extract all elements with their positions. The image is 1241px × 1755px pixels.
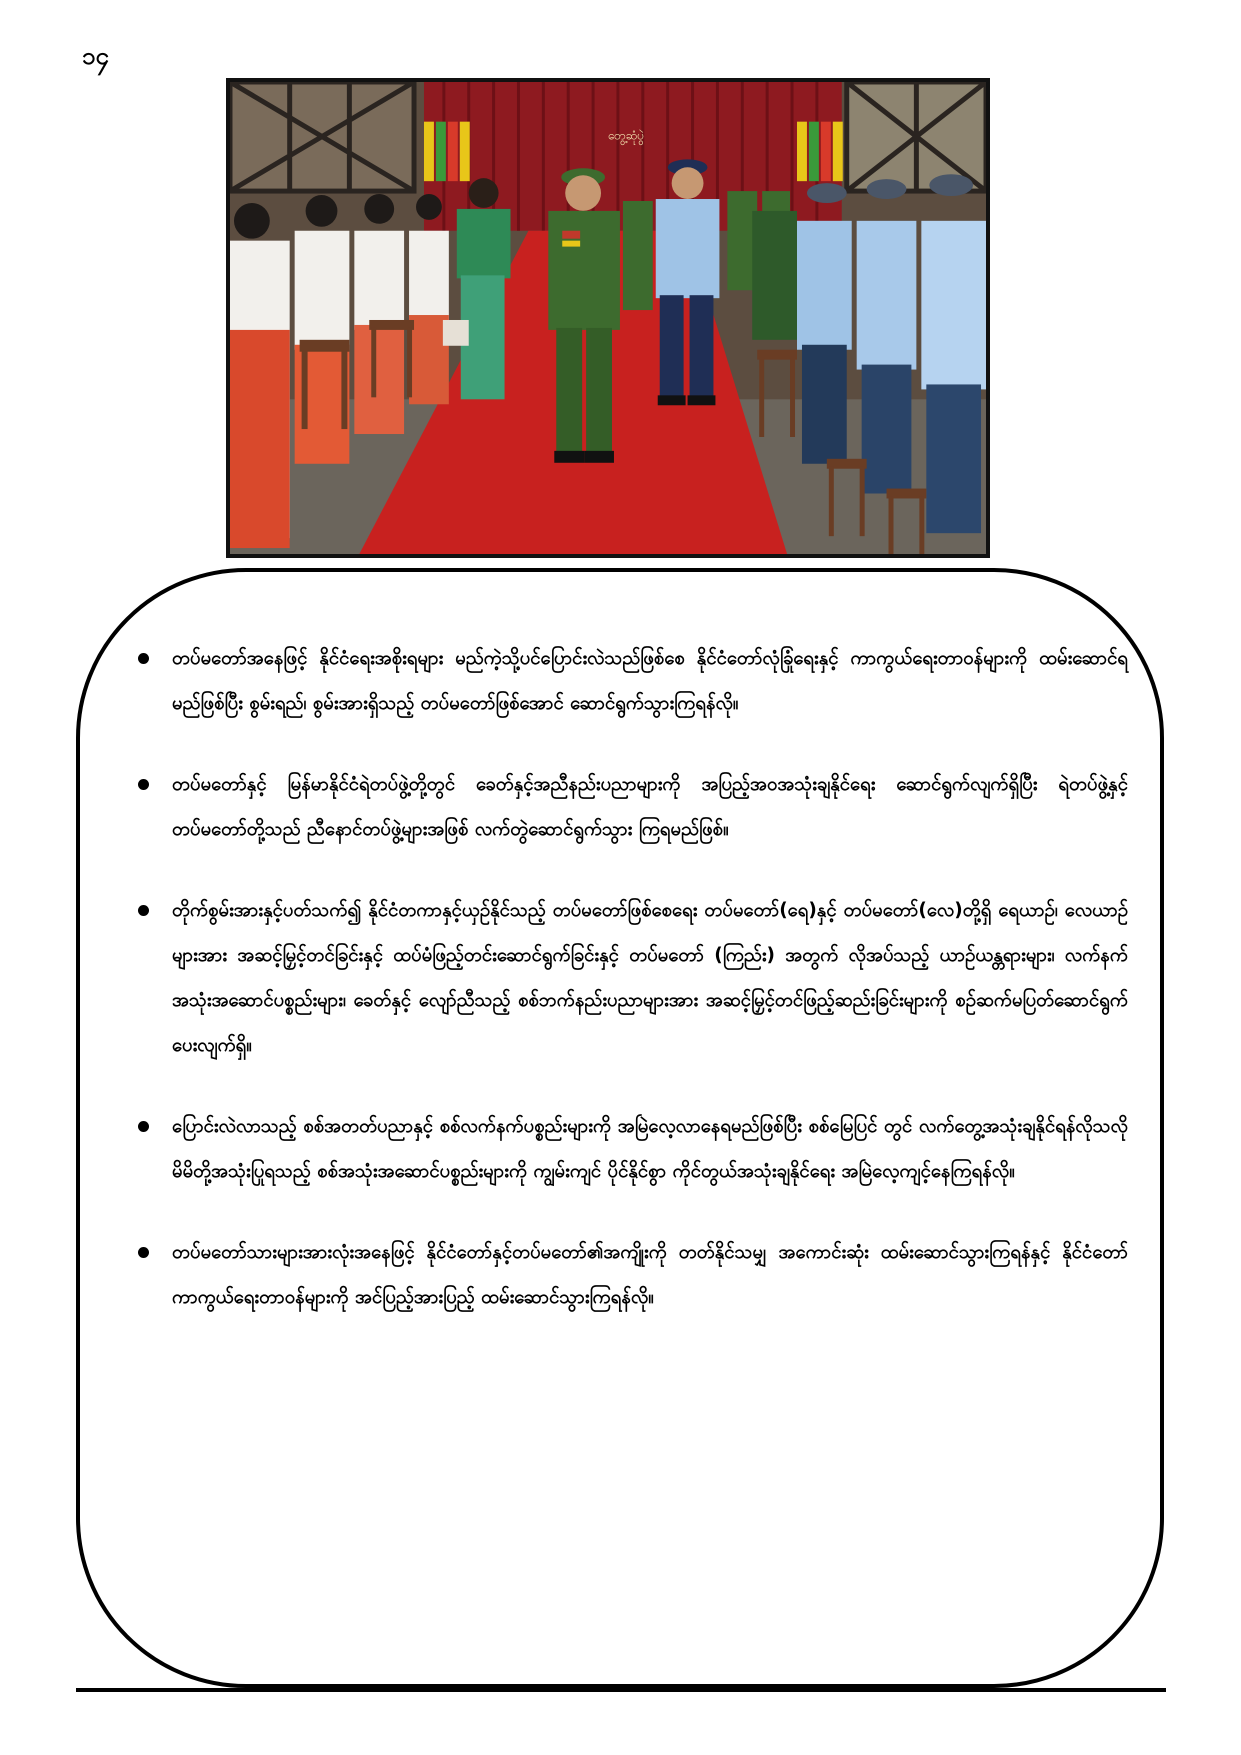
footer-rule bbox=[76, 1688, 1166, 1692]
event-photo bbox=[226, 78, 990, 558]
bullet-item: တပ်မတော်နှင့် မြန်မာနိုင်ငံရဲတပ်ဖွဲ့တို့တွင် ခေတ်နှင့်အညီနည်းပညာများကို အပြည့်အဝအသုံးချနိုင်ရေး ဆောင်ရွက်လျက်ရှိပြီး ရဲတပ်ဖွဲ့နှင့် တပ်မတော်တို့သည် ညီနောင်တပ်ဖွဲ့များအဖြစ် လက်တွဲဆောင်ရွက်သွား ကြရမည်ဖြစ်။ bbox=[138, 762, 1128, 852]
bullet-item: ပြောင်းလဲလာသည့် စစ်အတတ်ပညာနှင့် စစ်လက်နက်ပစ္စည်းများကို အမြဲလေ့လာနေရမည်ဖြစ်ပြီး စစ်မြေပြင် တွင် လက်တွေ့အသုံးချနိုင်ရန်လိုသလို မိမိတို့အသုံးပြုရသည့် စစ်အသုံးအဆောင်ပစ္စည်းများကို ကျွမ်းကျင် ပိုင်နိုင်စွာ ကိုင်တွယ်အသုံးချနိုင်ရေး အမြဲလေ့ကျင့်နေကြရန်လို။ bbox=[138, 1104, 1128, 1194]
bullet-item: တပ်မတော်အနေဖြင့် နိုင်ငံရေးအစိုးရများ မည်ကဲ့သို့ပင်ပြောင်းလဲသည်ဖြစ်စေ နိုင်ငံတော်လုံခြုံရေးနှင့် ကာကွယ်ရေးတာဝန်များကို ထမ်းဆောင်ရမည်ဖြစ်ပြီး စွမ်းရည်၊ စွမ်းအားရှိသည့် တပ်မတော်ဖြစ်အောင် ဆောင်ရွက်သွားကြရန်လို။ bbox=[138, 636, 1128, 726]
page-number: ၁၄ bbox=[82, 42, 109, 70]
truss-right bbox=[847, 82, 986, 191]
bullet-item: တပ်မတော်သားများအားလုံးအနေဖြင့် နိုင်ငံတော်နှင့်တပ်မတော်၏အကျိုးကို တတ်နိုင်သမျှ အကောင်းဆုံး ထမ်းဆောင်သွားကြရန်နှင့် နိုင်ငံတော်ကာကွယ်ရေးတာဝန်များကို အင်ပြည့်အားပြည့် ထမ်းဆောင်သွားကြရန်လို။ bbox=[138, 1230, 1128, 1320]
truss-left bbox=[230, 82, 414, 191]
bullet-item: တိုက်စွမ်းအားနှင့်ပတ်သက်၍ နိုင်ငံတကာနှင့်ယှဉ်နိုင်သည့် တပ်မတော်ဖြစ်စေရေး တပ်မတော်(ရေ)နှင့် တပ်မတော်(လေ)တို့ရှိ ရေယာဉ်၊ လေယာဉ်များအား အဆင့်မြှင့်တင်ခြင်းနှင့် ထပ်မံဖြည့်တင်းဆောင်ရွက်ခြင်းနှင့် တပ်မတော် (ကြည်း) အတွက် လိုအပ်သည့် ယာဉ်ယန္တရားများ၊ လက်နက်အသုံးအဆောင်ပစ္စည်းများ၊ ခေတ်နှင့် လျော်ညီသည့် စစ်ဘက်နည်းပညာများအား အဆင့်မြှင့်တင်ဖြည့်ဆည်းခြင်းများကို စဉ်ဆက်မပြတ်ဆောင်ရွက် ပေးလျက်ရှိ။ bbox=[138, 888, 1128, 1068]
bullet-list bbox=[138, 636, 1128, 1356]
photo-illustration bbox=[230, 82, 986, 554]
stage-banner-text: တွေ့ဆုံပွဲ bbox=[607, 128, 645, 143]
